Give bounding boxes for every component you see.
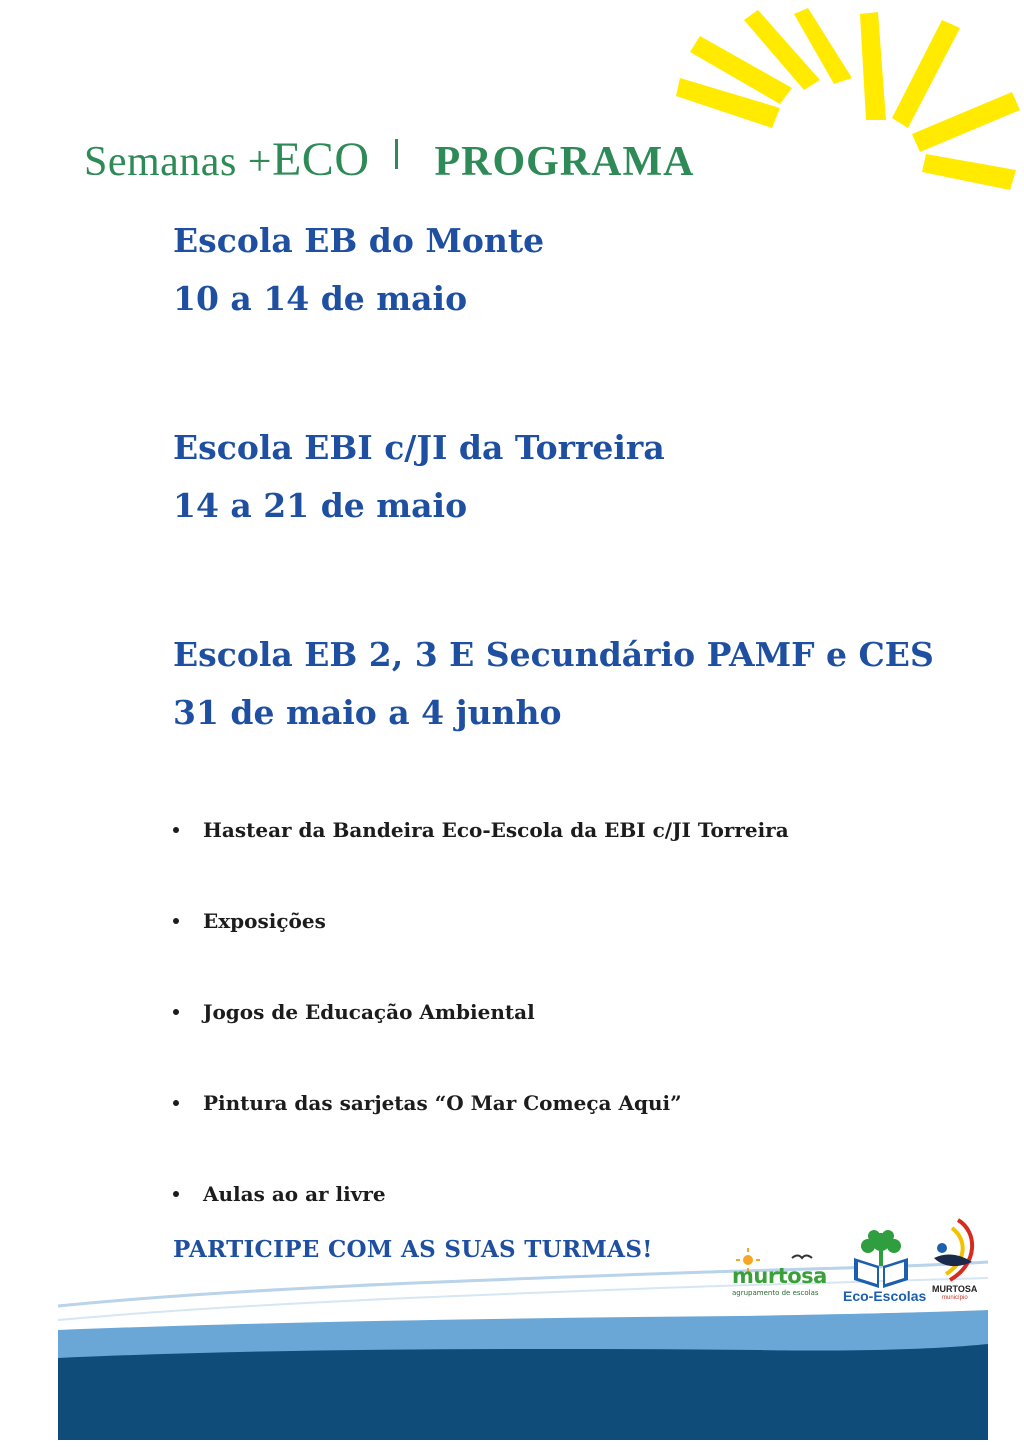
school-dates: 14 a 21 de maio — [173, 486, 468, 525]
activity-label: Hastear da Bandeira Eco-Escola da EBI c/JI Torreira — [203, 817, 789, 842]
school-block-pamf — [173, 626, 934, 742]
murtosa-logo-subtitle: agrupamento de escolas — [732, 1289, 819, 1297]
school-name: Escola EBI c/JI da Torreira — [173, 428, 665, 467]
school-block-monte — [173, 212, 544, 328]
bullet-icon — [173, 1100, 179, 1106]
school-dates: 31 de maio a 4 junho — [173, 693, 562, 732]
bullet-icon — [173, 827, 179, 833]
title-prefix: Semanas + — [84, 139, 272, 185]
eco-escolas-tree-icon — [846, 1228, 916, 1290]
municipio-emblem-icon — [928, 1218, 978, 1284]
school-dates: 10 a 14 de maio — [173, 279, 468, 318]
activities-list — [170, 784, 930, 1239]
activity-label: Jogos de Educação Ambiental — [203, 999, 535, 1024]
bullet-icon — [173, 1009, 179, 1015]
municipio-logo-subtitle: município — [942, 1295, 968, 1301]
list-item — [170, 1057, 930, 1148]
list-item — [170, 875, 930, 966]
title-separator — [395, 139, 398, 169]
title-programa: PROGRAMA — [434, 139, 695, 185]
activity-label: Aulas ao ar livre — [203, 1181, 386, 1206]
title-semanas-eco — [84, 132, 369, 187]
list-item — [170, 966, 930, 1057]
list-item — [170, 784, 930, 875]
eco-escolas-logo-text: Eco-Escolas — [843, 1288, 927, 1304]
murtosa-logo-text: murtosa — [732, 1264, 827, 1288]
school-block-torreira — [173, 419, 665, 535]
bullet-icon — [173, 918, 179, 924]
page-title — [84, 132, 694, 192]
municipio-logo-text: MURTOSA — [932, 1284, 978, 1294]
list-item — [170, 1148, 930, 1239]
activity-label: Exposições — [203, 908, 326, 933]
school-name: Escola EB do Monte — [173, 221, 545, 260]
sun-rays-icon — [660, 0, 1024, 200]
activity-label: Pintura das sarjetas “O Mar Começa Aqui” — [203, 1090, 682, 1115]
bullet-icon — [173, 1191, 179, 1197]
title-eco: ECO — [271, 133, 370, 186]
school-name: Escola EB 2, 3 E Secundário PAMF e CES — [173, 635, 934, 674]
call-to-action: PARTICIPE COM AS SUAS TURMAS! — [173, 1236, 653, 1263]
